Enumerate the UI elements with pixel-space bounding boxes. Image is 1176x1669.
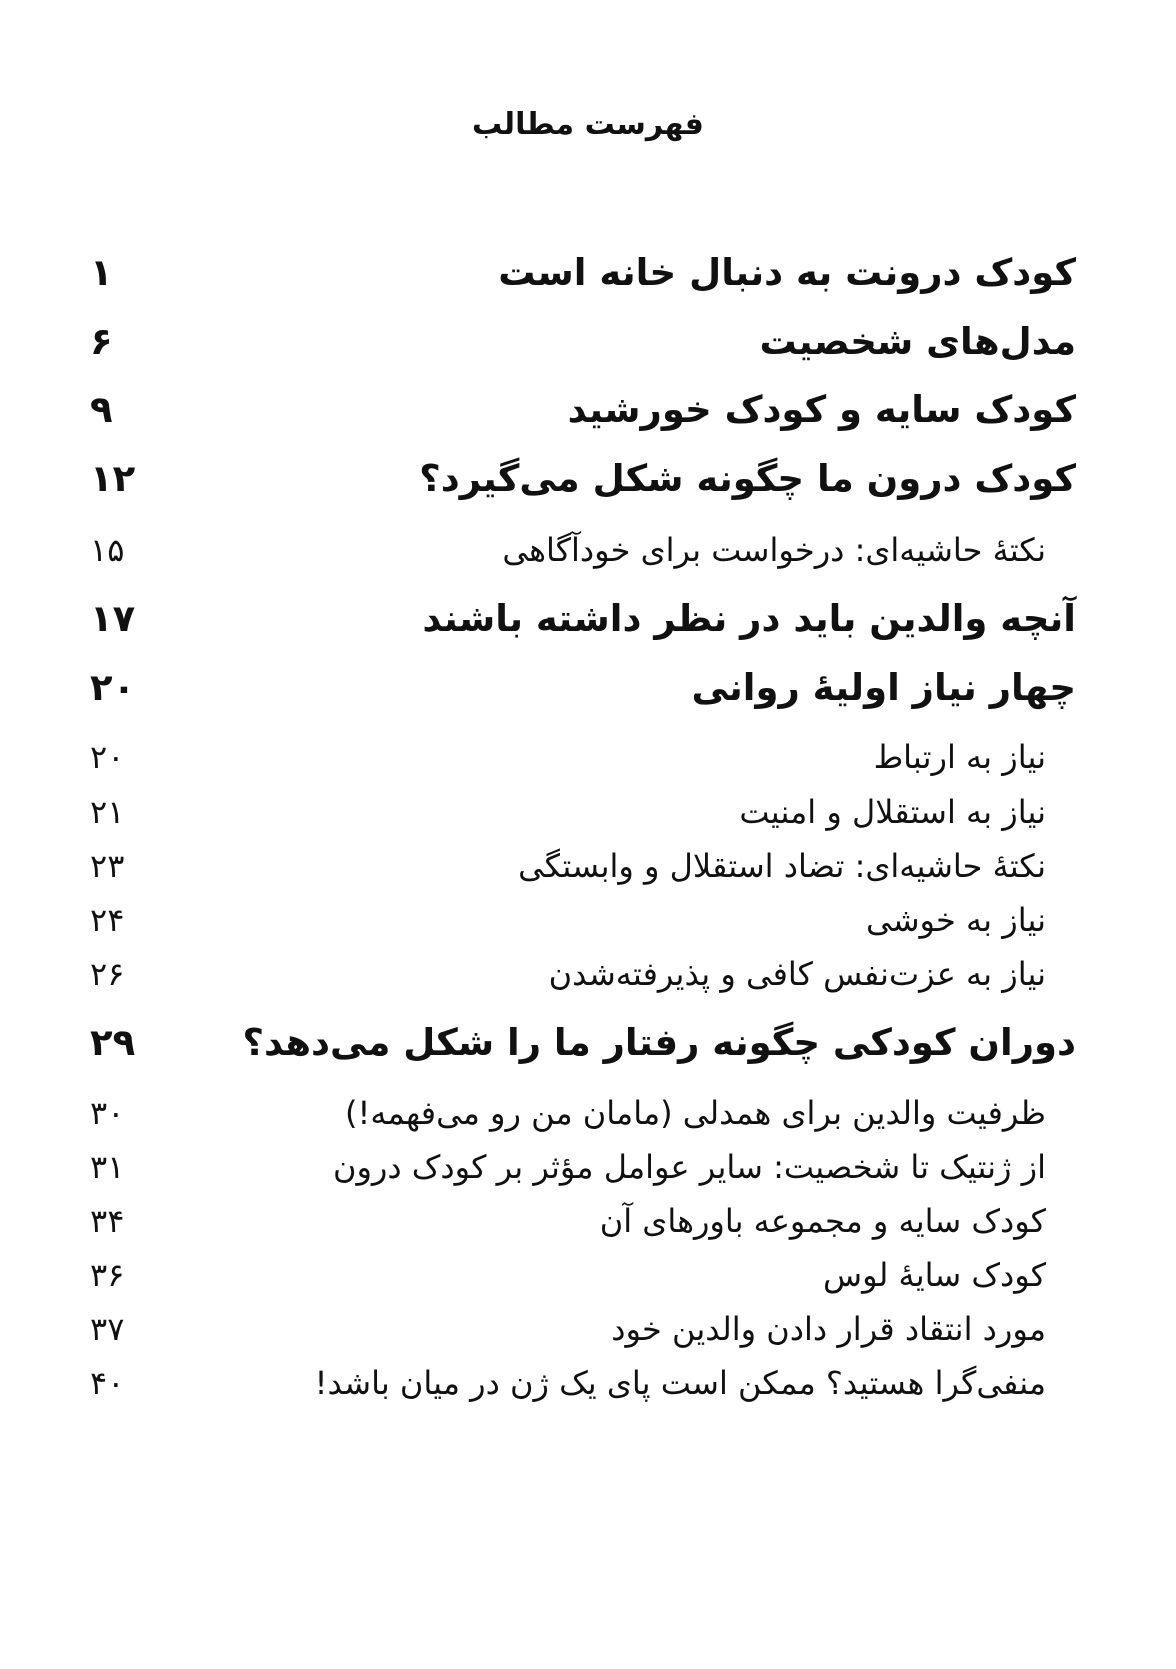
toc-entry-title: کودک درونت به دنبال خانه است [498,251,1076,294]
toc-entry-section [0,944,1176,1004]
toc-entry-title: از ژنتیک تا شخصیت: سایر عوامل مؤثر بر کودک درون [332,1148,1046,1186]
toc-entry-section [0,890,1176,950]
toc-entry-page-number: ۱۲ [90,457,136,500]
toc-entry-section [0,1191,1176,1251]
toc-entry-chapter [0,312,1176,372]
toc-entry-page-number: ۲۰ [90,666,136,709]
toc-entry-page-number: ۴۰ [90,1364,125,1402]
toc-entry-page-number: ۱۵ [90,531,125,569]
toc-entry-title: مدل‌های شخصیت [759,320,1076,363]
toc-entry-page-number: ۲۱ [90,793,125,831]
toc-entry-title: دوران کودکی چگونه رفتار ما را شکل می‌دهد؟ [242,1021,1076,1064]
toc-entry-section [0,520,1176,580]
toc-entry-title: نیاز به عزت‌نفس کافی و پذیرفته‌شدن [548,955,1046,993]
toc-entry-page-number: ۳۰ [90,1094,125,1132]
toc-entry-chapter [0,1013,1176,1073]
toc-entry-title: نیاز به خوشی [866,901,1046,939]
toc-entry-section [0,1353,1176,1413]
toc-entry-page-number: ۲۳ [90,847,125,885]
toc-entry-title: نکتهٔ حاشیه‌ای: تضاد استقلال و وابستگی [518,847,1046,885]
toc-entry-section [0,1299,1176,1359]
toc-entry-title: آنچه والدین باید در نظر داشته باشند [422,597,1076,640]
toc-entry-page-number: ۹ [90,388,113,431]
toc-entry-page-number: ۲۹ [90,1021,136,1064]
toc-entry-section [0,727,1176,787]
toc-entry-page-number: ۶ [90,320,113,363]
toc-entry-title: کودک درون ما چگونه شکل می‌گیرد؟ [419,457,1076,500]
toc-entry-chapter [0,380,1176,440]
toc-entry-section [0,836,1176,896]
toc-entry-page-number: ۳۷ [90,1310,125,1348]
toc-entry-page-number: ۱۷ [90,597,136,640]
toc-entry-page-number: ۲۶ [90,955,125,993]
toc-entry-chapter [0,658,1176,718]
toc-entry-title: نکتهٔ حاشیه‌ای: درخواست برای خودآگاهی [502,531,1046,569]
toc-entry-section [0,1245,1176,1305]
toc-entry-section [0,1137,1176,1197]
toc-entry-chapter [0,243,1176,303]
toc-entry-title: کودک سایه و مجموعه باورهای آن [599,1202,1046,1240]
toc-entry-section [0,1083,1176,1143]
toc-entry-page-number: ۲۰ [90,738,125,776]
toc-entry-page-number: ۳۴ [90,1202,125,1240]
toc-entry-title: ظرفیت والدین برای همدلی (مامان من رو می‌فهمه!) [345,1094,1046,1132]
page-title: فهرست مطالب [472,107,704,142]
toc-entry-title: نیاز به ارتباط [873,738,1046,776]
toc-entry-page-number: ۳۶ [90,1256,125,1294]
toc-entry-title: چهار نیاز اولیهٔ روانی [691,666,1076,709]
toc-entry-page-number: ۳۱ [90,1148,125,1186]
toc-entry-title: منفی‌گرا هستید؟ ممکن است پای یک ژن در میان باشد! [314,1364,1046,1402]
toc-entry-title: کودک سایهٔ لوس [823,1256,1046,1294]
toc-entry-title: مورد انتقاد قرار دادن والدین خود [611,1310,1046,1348]
toc-entry-page-number: ۲۴ [90,901,125,939]
toc-entry-title: نیاز به استقلال و امنیت [739,793,1046,831]
toc-entry-page-number: ۱ [90,251,113,294]
toc-entry-section [0,782,1176,842]
toc-entry-chapter [0,589,1176,649]
toc-entry-chapter [0,449,1176,509]
toc-entry-title: کودک سایه و کودک خورشید [567,388,1076,431]
